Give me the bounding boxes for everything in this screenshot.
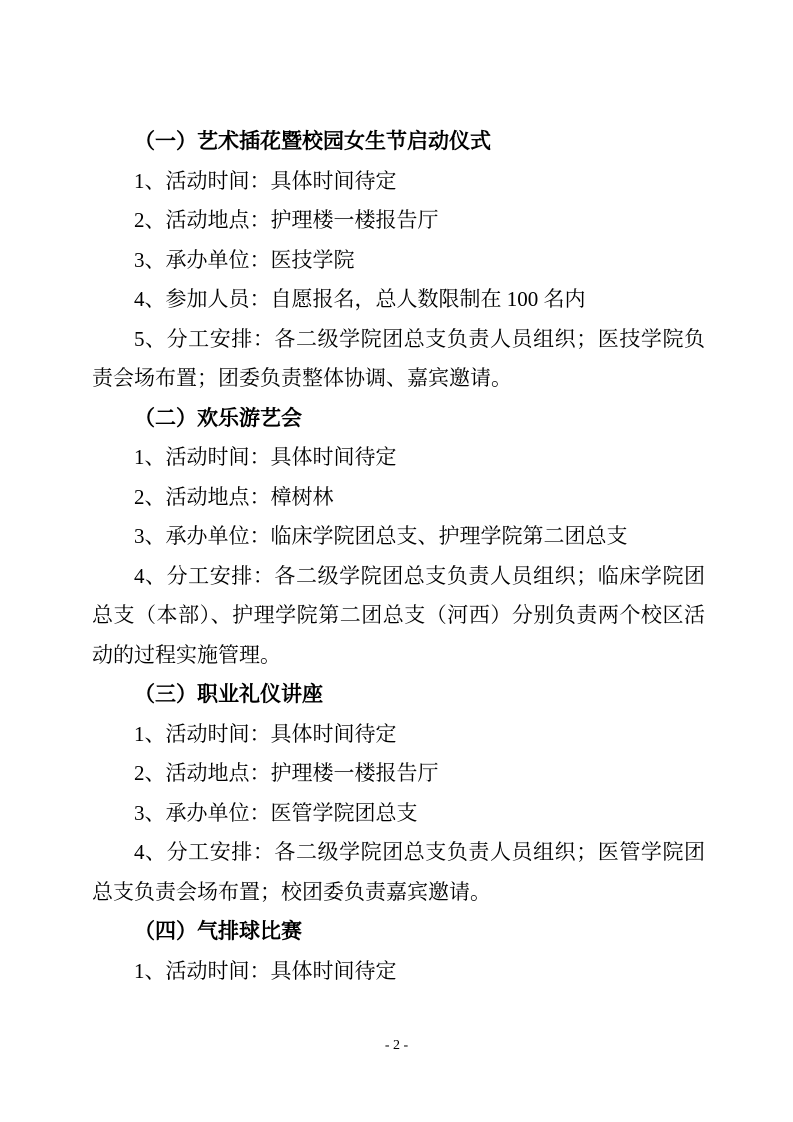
paragraph: 3、承办单位：医管学院团总支 <box>134 800 418 825</box>
paragraph: 1、活动时间：具体时间待定 <box>134 168 397 193</box>
paragraph: 3、承办单位：临床学院团总支、护理学院第二团总支 <box>134 524 628 548</box>
paragraph: 1、活动时间：具体时间待定 <box>134 721 397 746</box>
paragraph: 5、分工安排：各二级学院团总支负责人员组织；医技学院负责会场布置；团委负责整体协调、嘉宾邀请。 <box>92 326 705 390</box>
paragraph: 1、活动时间：具体时间待定 <box>134 445 397 469</box>
section-heading: （一）艺术插花暨校园女生节启动仪式 <box>134 129 491 153</box>
paragraph: 4、参加人员：自愿报名，总人数限制在 100 名内 <box>134 287 586 311</box>
paragraph: 4、分工安排：各二级学院团总支负责人员组织；临床学院团总支（本部）、护理学院第二团总支（河西）分别负责两个校区活动的过程实施管理。 <box>92 563 705 667</box>
paragraph: 2、活动地点：护理楼一楼报告厅 <box>134 761 439 785</box>
page-number: - 2 - <box>384 1038 409 1053</box>
section-heading: （二）欢乐游艺会 <box>134 405 302 430</box>
section-heading: （三）职业礼仪讲座 <box>134 682 323 706</box>
paragraph: 2、活动地点：樟树林 <box>134 484 334 509</box>
section-4 <box>92 912 705 991</box>
paragraph: 3、承办单位：医技学院 <box>134 247 355 272</box>
paragraph: 2、活动地点：护理楼一楼报告厅 <box>134 208 439 232</box>
section-1 <box>92 122 705 399</box>
section-2 <box>92 399 705 676</box>
paragraph: 4、分工安排：各二级学院团总支负责人员组织；医管学院团总支负责会场布置；校团委负责嘉宾邀请。 <box>92 840 705 904</box>
section-heading: （四）气排球比赛 <box>134 919 302 943</box>
paragraph: 1、活动时间：具体时间待定 <box>134 958 397 983</box>
section-3 <box>92 675 705 912</box>
